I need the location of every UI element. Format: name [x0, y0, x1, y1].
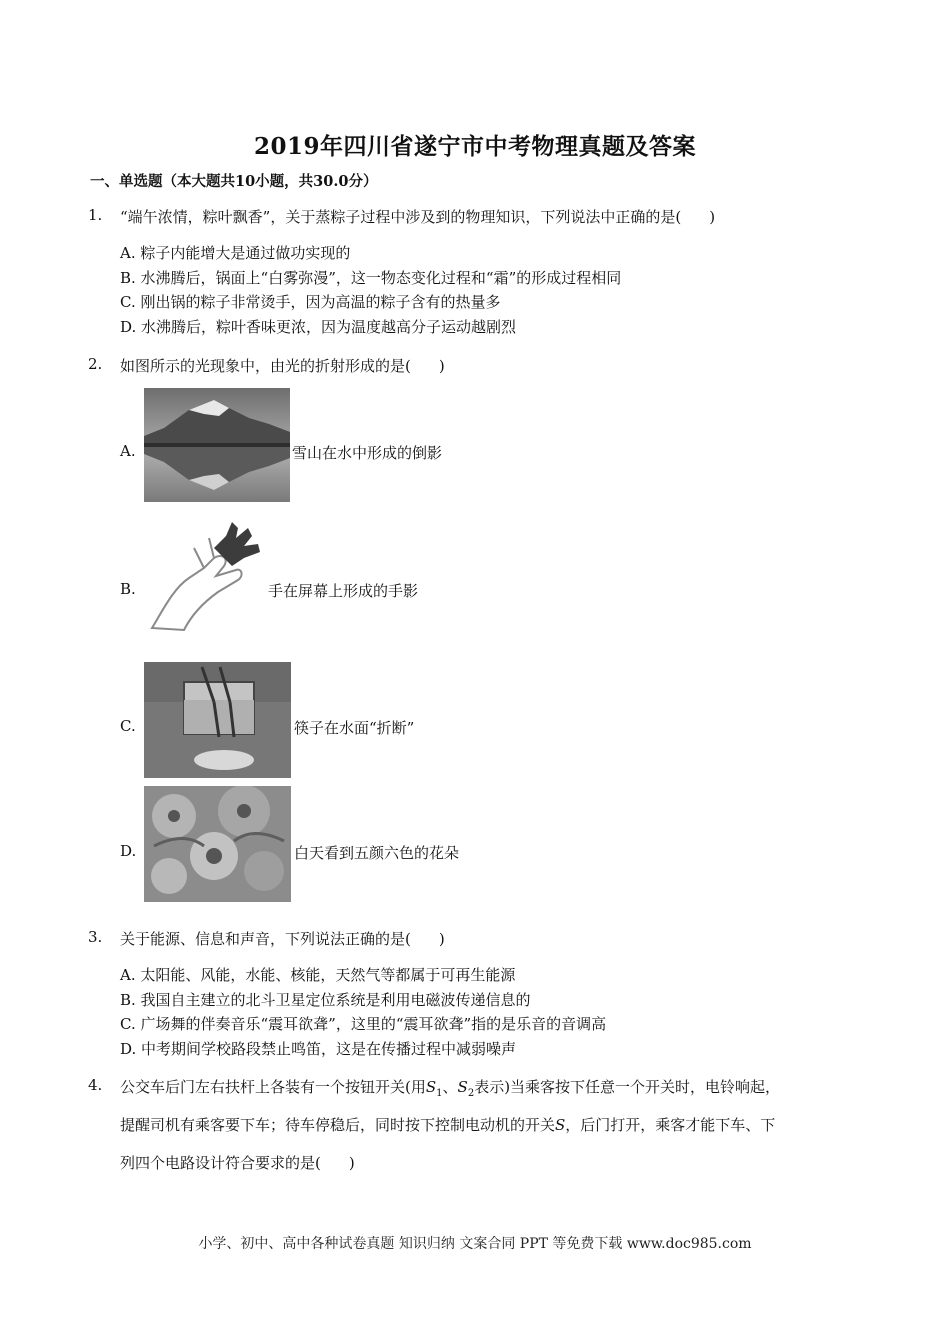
question-text: 如图所示的光现象中，由光的折射形成的是( ): [120, 357, 445, 375]
question-number: 3.: [88, 928, 103, 946]
option-a: A. 太阳能、风能，水能、核能，天然气等都属于可再生能源: [120, 966, 516, 984]
question-number: 2.: [88, 355, 103, 373]
question-number: 4.: [88, 1076, 103, 1094]
option-caption: 手在屏幕上形成的手影: [268, 582, 419, 600]
option-letter: C.: [120, 717, 136, 735]
option-caption: 筷子在水面“折断”: [294, 719, 415, 737]
option-letter: B.: [120, 580, 136, 598]
chopstick-in-water-image: [144, 662, 291, 778]
option-c: C. 刚出锅的粽子非常烫手，因为高温的粽子含有的热量多: [120, 293, 501, 311]
question-3-options: [120, 963, 606, 1061]
option-b: B. 我国自主建立的北斗卫星定位系统是利用电磁波传递信息的: [120, 990, 531, 1009]
question-text: “端午浓情，粽叶飘香”，关于蒸粽子过程中涉及到的物理知识，下列说法中正确的是( ): [120, 208, 716, 226]
option-letter: A.: [120, 442, 136, 460]
question-text-line-3: 列四个电路设计符合要求的是( ): [120, 1154, 355, 1172]
question-1-options: [120, 241, 621, 339]
option-caption: 白天看到五颜六色的花朵: [294, 844, 460, 862]
page-title: 2019年四川省遂宁市中考物理真题及答案: [253, 133, 696, 160]
question-text-line-2: 提醒司机有乘客要下车；待车停稳后，同时按下控制电动机的开关S，后门打开，乘客才能下车、下: [120, 1116, 776, 1134]
option-caption: 雪山在水中形成的倒影: [292, 444, 443, 462]
option-a: A. 粽子内能增大是通过做功实现的: [120, 244, 351, 262]
question-number: 1.: [88, 206, 103, 224]
option-letter: D.: [120, 842, 137, 860]
flowers-image: [144, 786, 291, 902]
section-heading: 一、单选题（本大题共10小题，共30.0分）: [90, 173, 378, 190]
option-b: B. 水沸腾后，锅面上“白雾弥漫”，这一物态变化过程和“霜”的形成过程相同: [120, 268, 622, 287]
page-footer: 小学、初中、高中各种试卷真题 知识归纳 文案合同 PPT 等免费下载 www.doc985.com: [198, 1236, 752, 1252]
option-d: D. 中考期间学校路段禁止鸣笛，这是在传播过程中减弱噪声: [120, 1039, 517, 1058]
question-text-line-1: 公交车后门左右扶杆上各装有一个按钮开关(用$S_1$、$S_2$表示)当乘客按下任意一个开关时，电铃响起，: [120, 1078, 781, 1099]
hand-shadow-image: [144, 518, 264, 636]
option-c: C. 广场舞的伴奏音乐“震耳欲聋”，这里的“震耳欲聋”指的是乐音的音调高: [120, 1015, 607, 1033]
snow-mountain-reflection-image: [144, 388, 290, 502]
question-text: 关于能源、信息和声音，下列说法正确的是( ): [120, 930, 445, 948]
option-d: D. 水沸腾后，粽叶香味更浓，因为温度越高分子运动越剧烈: [120, 317, 517, 336]
